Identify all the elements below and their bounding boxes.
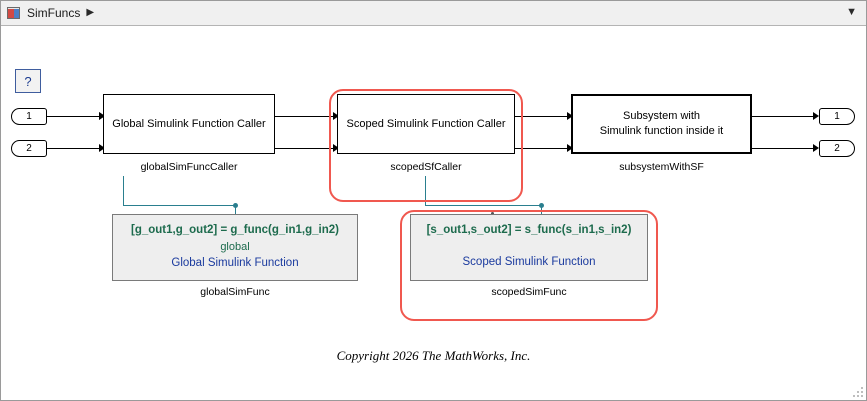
- breadcrumb-arrow-icon: ▶: [86, 7, 95, 18]
- block-caption-global-simfunc: globalSimFunc: [200, 286, 270, 298]
- function-call-connection: [123, 205, 235, 206]
- signal-line: [274, 116, 337, 117]
- inport-2[interactable]: [11, 140, 47, 157]
- breadcrumb-model-name[interactable]: SimFuncs: [27, 6, 81, 20]
- help-badge[interactable]: ?: [15, 69, 41, 93]
- block-title: Scoped Simulink Function Caller: [346, 117, 506, 130]
- block-title-line2: Simulink function inside it: [599, 125, 724, 137]
- signal-line: [274, 148, 337, 149]
- signal-line: [47, 116, 103, 117]
- breadcrumb: [1, 1, 866, 26]
- block-global-simulink-function[interactable]: [112, 214, 358, 281]
- block-scoped-simulink-function[interactable]: [410, 214, 648, 281]
- block-caption-scoped-simfunc: scopedSimFunc: [491, 286, 567, 298]
- outport-2[interactable]: [819, 140, 855, 157]
- block-caption-scoped-caller: scopedSfCaller: [390, 161, 462, 173]
- signal-arrow: [813, 144, 819, 152]
- block-subsystem-with-sf[interactable]: [571, 94, 752, 154]
- function-signature: [g_out1,g_out2] = g_func(g_in1,g_in2): [131, 224, 339, 236]
- chevron-down-icon[interactable]: ▼: [846, 6, 857, 18]
- signal-line: [751, 148, 817, 149]
- function-call-connection: [123, 176, 124, 205]
- signal-line: [47, 148, 103, 149]
- block-caption-subsystem: subsystemWithSF: [619, 161, 704, 173]
- block-global-simulink-function-caller[interactable]: [103, 94, 275, 154]
- function-scope: global: [220, 241, 250, 253]
- outport-1-label: 1: [834, 111, 840, 122]
- signal-line: [751, 116, 817, 117]
- inport-1[interactable]: [11, 108, 47, 125]
- connection-node: [539, 203, 544, 208]
- block-scoped-simulink-function-caller[interactable]: [337, 94, 515, 154]
- signal-arrow: [813, 112, 819, 120]
- inport-1-label: 1: [26, 111, 32, 122]
- function-signature: [s_out1,s_out2] = s_func(s_in1,s_in2): [426, 224, 632, 236]
- inport-2-label: 2: [26, 143, 32, 154]
- model-canvas[interactable]: [1, 26, 866, 400]
- resize-grip[interactable]: [851, 385, 865, 399]
- outport-2-label: 2: [834, 143, 840, 154]
- connection-node: [233, 203, 238, 208]
- block-title: Global Simulink Function Caller: [112, 117, 266, 130]
- function-call-connection: [425, 205, 541, 206]
- function-name: Scoped Simulink Function: [462, 256, 596, 268]
- outport-1[interactable]: [819, 108, 855, 125]
- copyright-text: Copyright 2026 The MathWorks, Inc.: [336, 348, 531, 363]
- simulink-model-icon: [7, 6, 22, 21]
- block-title-line1: Subsystem with: [622, 110, 701, 123]
- block-caption-global-caller: globalSimFuncCaller: [140, 161, 238, 173]
- function-name: Global Simulink Function: [171, 257, 299, 269]
